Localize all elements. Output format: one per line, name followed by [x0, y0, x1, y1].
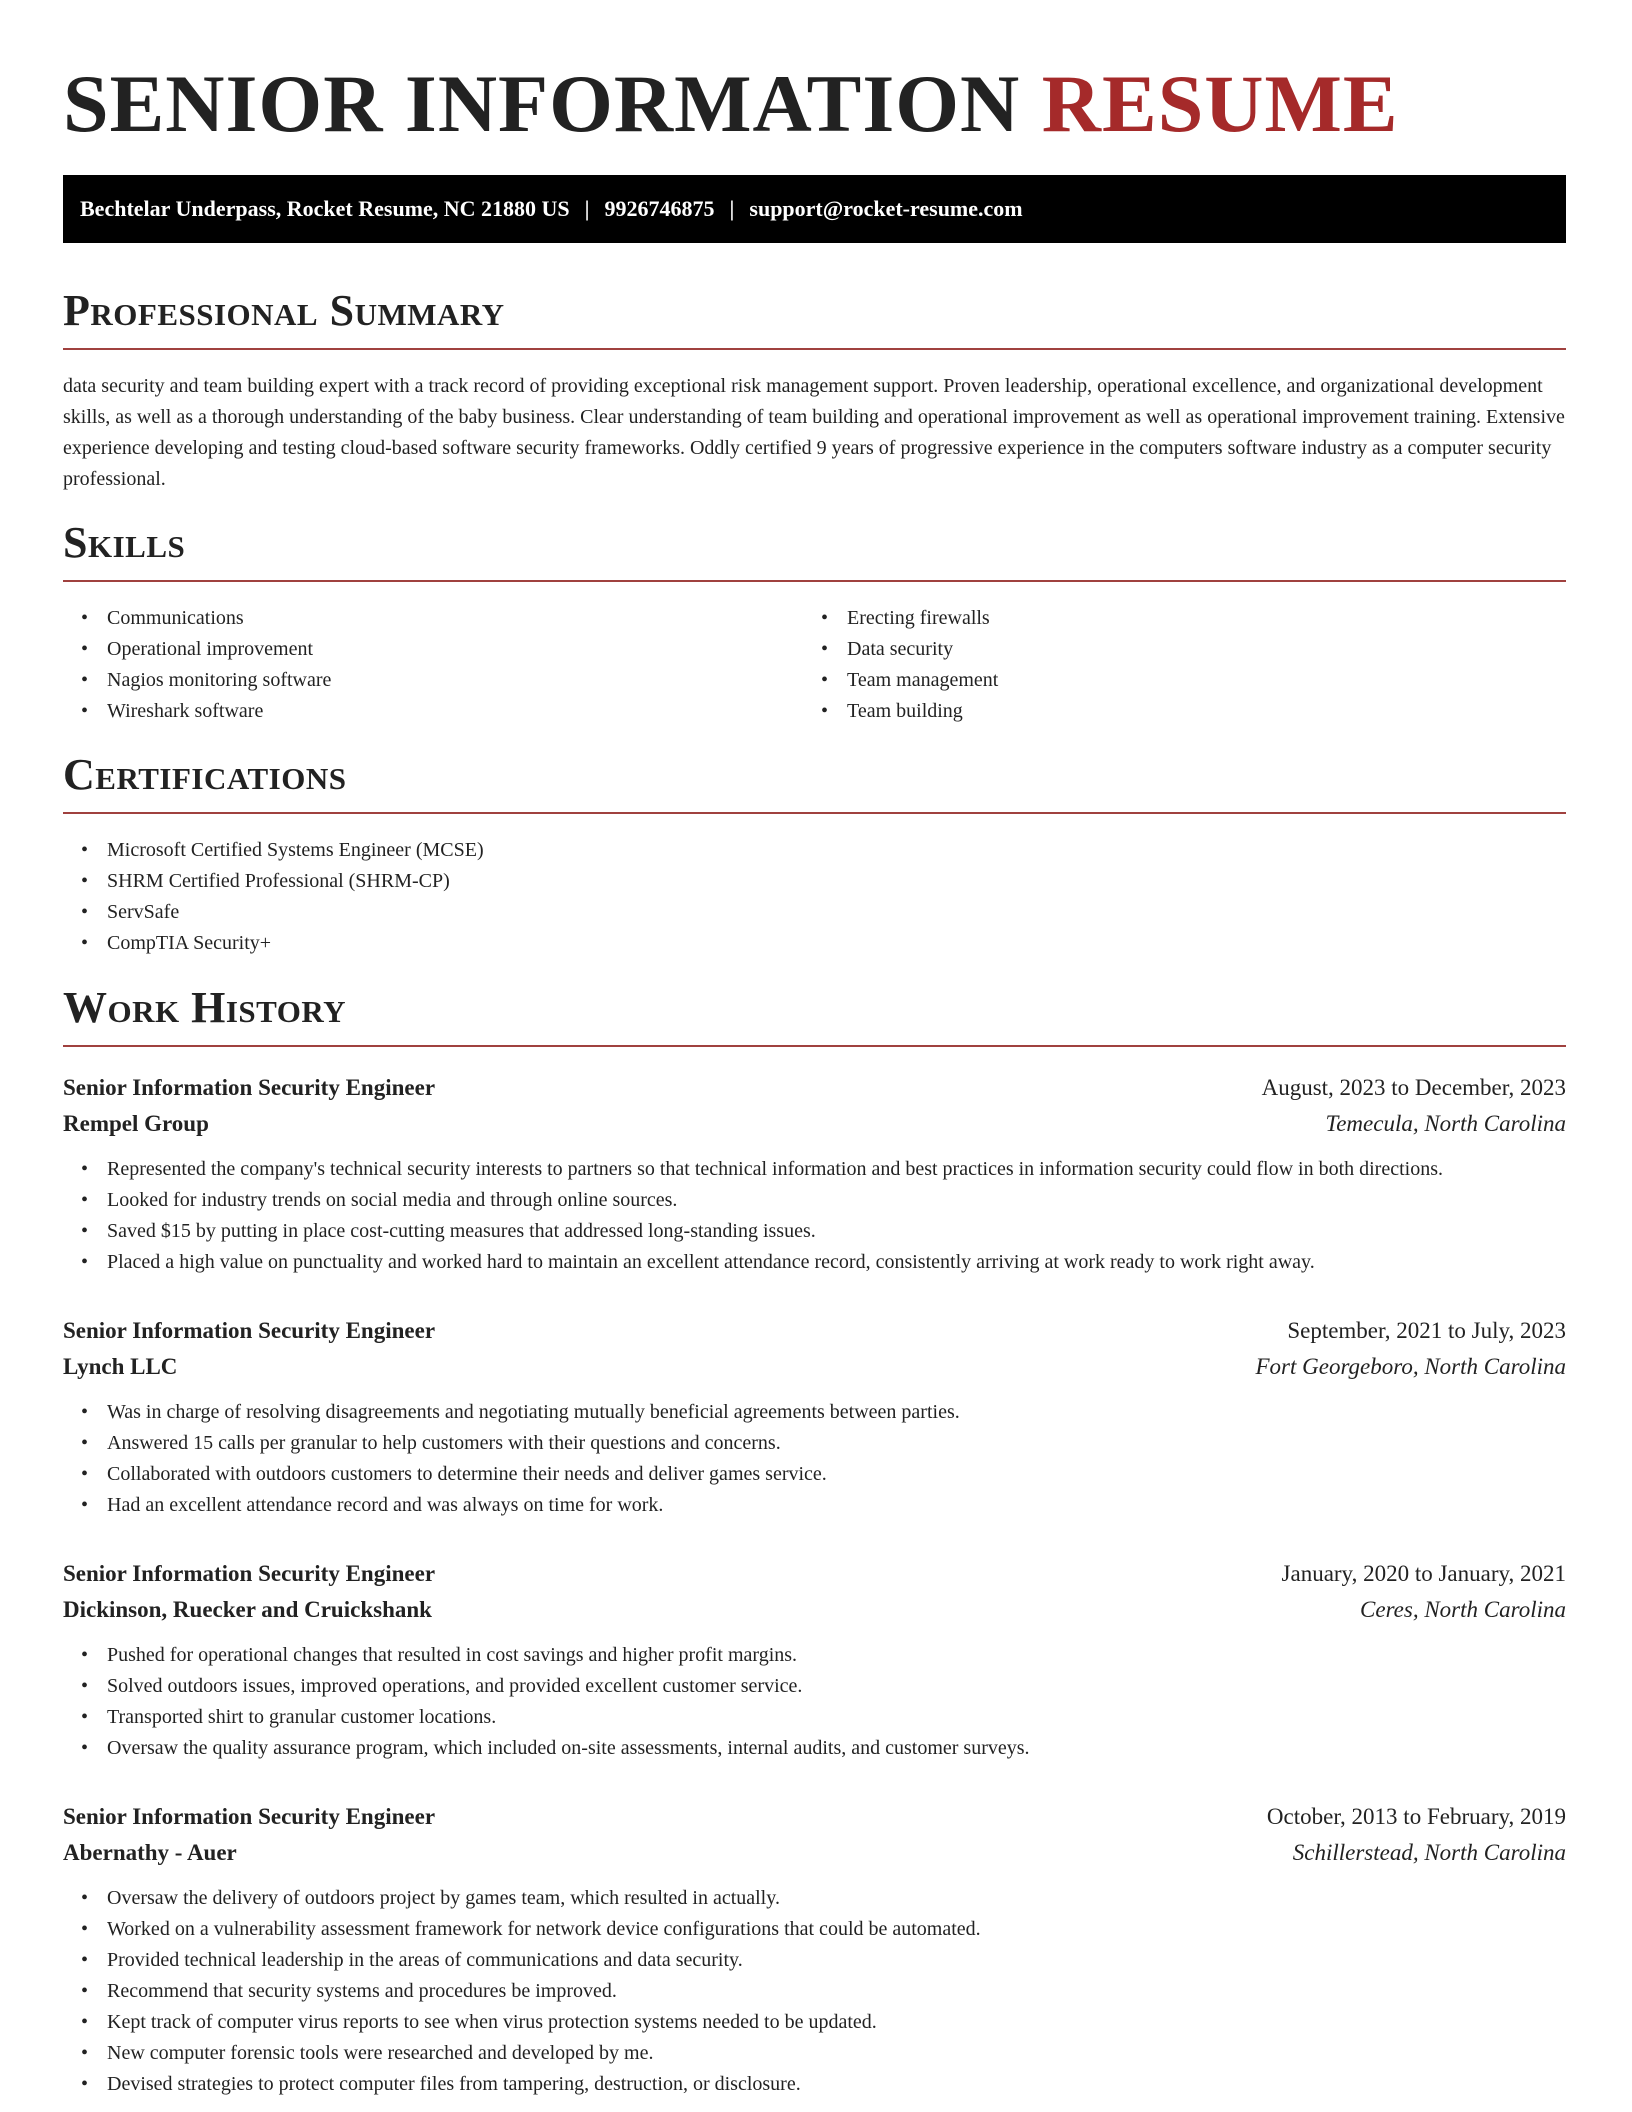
job-bullet: • Devised strategies to protect computer files from tampering, destruction, or disclosure.: [63, 2069, 1566, 2100]
section-divider: [63, 1045, 1566, 1047]
job-bullets: [63, 1640, 1566, 1764]
certification-item: • ServSafe: [63, 897, 1566, 928]
certification-item: • Microsoft Certified Systems Engineer (MCSE): [63, 835, 1566, 866]
job-company: Dickinson, Ruecker and Cruickshank: [63, 1597, 432, 1622]
summary-heading: Professional Summary: [63, 286, 505, 335]
job-title: Senior Information Security Engineer: [63, 1804, 436, 1829]
job-dates: September, 2021 to July, 2023: [1287, 1318, 1566, 1343]
skill-item: • Nagios monitoring software: [63, 665, 763, 696]
section-divider: [63, 812, 1566, 814]
job-title: Senior Information Security Engineer: [63, 1075, 436, 1100]
job-location: Schillerstead, North Carolina: [1292, 1840, 1566, 1865]
section-divider: [63, 348, 1566, 350]
job-bullet: • Recommend that security systems and procedures be improved.: [63, 1976, 1566, 2007]
job-bullet: • Transported shirt to granular customer locations.: [63, 1702, 1566, 1733]
job-dates: August, 2023 to December, 2023: [1261, 1075, 1566, 1100]
title-main: SENIOR INFORMATION: [63, 58, 1021, 149]
contact-address: Bechtelar Underpass, Rocket Resume, NC 21880 US: [80, 196, 570, 221]
skills-section: [63, 516, 1566, 582]
job-company: Abernathy - Auer: [63, 1840, 237, 1865]
certifications-list: [63, 835, 1566, 959]
skill-item: • Communications: [63, 603, 763, 634]
skills-list-left: [63, 603, 763, 727]
work-history-section: [63, 981, 1566, 1047]
job-bullets: [63, 1397, 1566, 1521]
skill-item: • Data security: [803, 634, 1503, 665]
job-bullet: • Worked on a vulnerability assessment framework for network device configurations that could be automated.: [63, 1914, 1566, 1945]
job-bullet: • Had an excellent attendance record and was always on time for work.: [63, 1490, 1566, 1521]
skill-item: • Operational improvement: [63, 634, 763, 665]
skill-item: • Team building: [803, 696, 1503, 727]
skill-item: • Erecting firewalls: [803, 603, 1503, 634]
skills-heading: Skills: [63, 518, 186, 567]
job-company: Rempel Group: [63, 1111, 209, 1136]
contact-separator: |: [729, 196, 735, 221]
job-bullet: • Oversaw the delivery of outdoors project by games team, which resulted in actually.: [63, 1883, 1566, 1914]
job-title: Senior Information Security Engineer: [63, 1318, 436, 1343]
section-divider: [63, 580, 1566, 582]
job-entry: [63, 1070, 1566, 1278]
resume-title: [63, 54, 1399, 154]
title-accent: RESUME: [1041, 58, 1399, 149]
job-bullet: • Represented the company's technical security interests to partners so that technical information and best practices in information security could flow in both directions.: [63, 1154, 1566, 1185]
job-bullet: • Saved $15 by putting in place cost-cutting measures that addressed long-standing issues.: [63, 1216, 1566, 1247]
contact-email[interactable]: support@rocket-resume.com: [749, 196, 1023, 221]
job-location: Fort Georgeboro, North Carolina: [1255, 1354, 1566, 1379]
skill-item: • Wireshark software: [63, 696, 763, 727]
job-bullet: • Kept track of computer virus reports to see when virus protection systems needed to be updated.: [63, 2007, 1566, 2038]
summary-section: [63, 284, 1566, 350]
job-bullet: • Answered 15 calls per granular to help customers with their questions and concerns.: [63, 1428, 1566, 1459]
certification-item: • CompTIA Security+: [63, 928, 1566, 959]
job-entry: [63, 1799, 1566, 2100]
job-bullets: [63, 1883, 1566, 2100]
job-bullet: • Placed a high value on punctuality and worked hard to maintain an excellent attendance record, consistently arriving at work ready to work right away.: [63, 1247, 1566, 1278]
job-bullet: • New computer forensic tools were researched and developed by me.: [63, 2038, 1566, 2069]
job-dates: October, 2013 to February, 2019: [1266, 1804, 1566, 1829]
contact-separator: |: [584, 196, 590, 221]
job-entry: [63, 1313, 1566, 1521]
job-bullet: • Solved outdoors issues, improved operations, and provided excellent customer service.: [63, 1671, 1566, 1702]
certification-item: • SHRM Certified Professional (SHRM-CP): [63, 866, 1566, 897]
skills-list-right: [803, 603, 1503, 727]
job-location: Ceres, North Carolina: [1360, 1597, 1566, 1622]
job-dates: January, 2020 to January, 2021: [1281, 1561, 1566, 1586]
job-entry: [63, 1556, 1566, 1764]
work-history-heading: Work History: [63, 983, 347, 1032]
job-bullet: • Pushed for operational changes that resulted in cost savings and higher profit margins.: [63, 1640, 1566, 1671]
job-company: Lynch LLC: [63, 1354, 178, 1379]
job-bullet: • Collaborated with outdoors customers to determine their needs and deliver games service.: [63, 1459, 1566, 1490]
job-bullets: [63, 1154, 1566, 1278]
certifications-heading: Certifications: [63, 750, 347, 799]
job-bullet: • Oversaw the quality assurance program, which included on-site assessments, internal audits, and customer surveys.: [63, 1733, 1566, 1764]
job-title: Senior Information Security Engineer: [63, 1561, 436, 1586]
job-location: Temecula, North Carolina: [1325, 1111, 1566, 1136]
certifications-section: [63, 748, 1566, 814]
job-bullet: • Looked for industry trends on social media and through online sources.: [63, 1185, 1566, 1216]
contact-phone[interactable]: 9926746875: [604, 196, 715, 221]
skill-item: • Team management: [803, 665, 1503, 696]
summary-text: data security and team building expert with a track record of providing exceptional risk management support. Proven leadership, operational excellence, and organizational development skills, as well as a thorough understanding of the baby business. Clear understanding of team building and operational improvement as well as operational improvement training. Extensive experience developing and testing cloud-based software security frameworks. Oddly certified 9 years of progressive experience in the computers software industry as a computer security professional.: [63, 375, 1565, 490]
job-bullet: • Provided technical leadership in the areas of communications and data security.: [63, 1945, 1566, 1976]
job-bullet: • Was in charge of resolving disagreements and negotiating mutually beneficial agreements between parties.: [63, 1397, 1566, 1428]
contact-bar: [63, 175, 1566, 243]
